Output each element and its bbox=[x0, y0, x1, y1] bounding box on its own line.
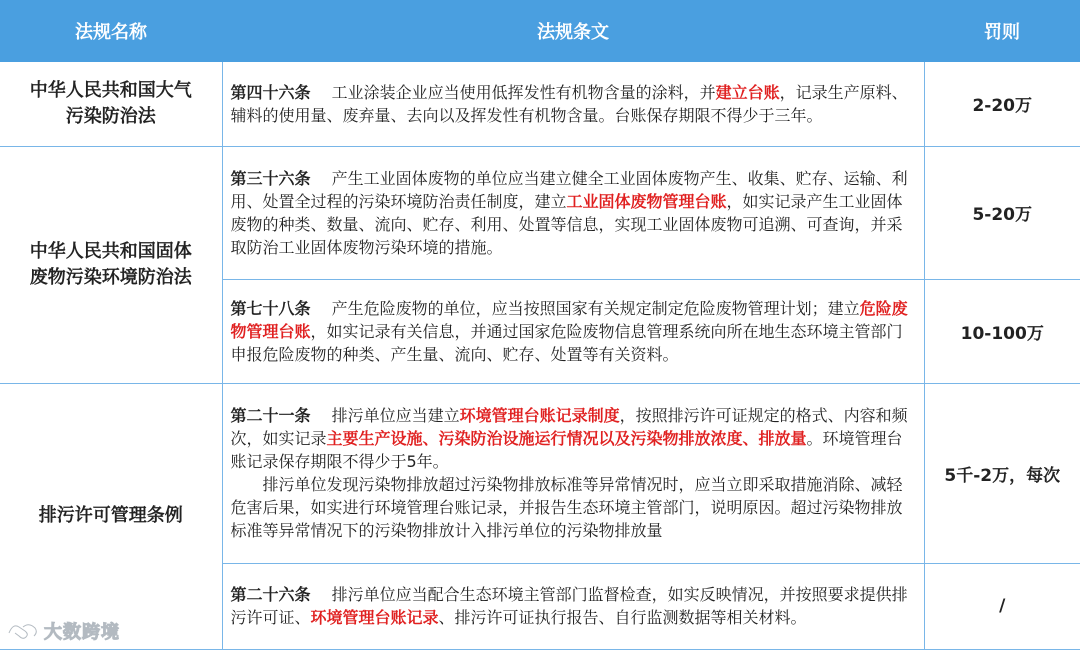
article-highlight: 危险废物管理台账 bbox=[230, 298, 908, 341]
header-penalty: 罚则 bbox=[924, 0, 1080, 62]
article-cell bbox=[222, 383, 924, 563]
law-name-line: 排污许可管理条例 bbox=[38, 505, 183, 526]
article-number: 第二十六条 bbox=[230, 585, 311, 604]
article-highlight: 主要生产设施、污染防治设施运行情况以及污染物排放浓度、排放量 bbox=[326, 429, 807, 448]
table-row bbox=[0, 62, 1080, 146]
watermark bbox=[6, 614, 120, 648]
law-name-line: 中华人民共和国固体 bbox=[29, 240, 192, 262]
article-number: 第二十一条 bbox=[230, 406, 311, 425]
article-number: 第三十六条 bbox=[230, 168, 311, 188]
law-name-solid-waste bbox=[0, 146, 222, 383]
penalty-value: 2-20万 bbox=[924, 62, 1080, 146]
table-row bbox=[0, 146, 1080, 279]
law-name-air bbox=[0, 62, 222, 146]
article-text: 排污单位应当配合生态环境主管部门监督检查，如实反映情况，并按照要求提供排污许可证、 bbox=[230, 585, 908, 627]
table-row bbox=[0, 383, 1080, 563]
article-cell bbox=[222, 563, 924, 649]
article-number: 第七十八条 bbox=[230, 298, 311, 318]
article-text: 。环境管理台账记录保存期限不得少于5年。 bbox=[230, 429, 903, 471]
law-name-line: 废物污染环境防治法 bbox=[29, 266, 192, 288]
watermark-text: 大数跨境 bbox=[44, 622, 120, 643]
penalty-value: 5-20万 bbox=[924, 146, 1080, 279]
article-text: ，如实记录有关信息，并通过国家危险废物信息管理系统向所在地生态环境主管部门申报危险废物的种类、产生量、流向、贮存、处置等有关资料。 bbox=[230, 321, 903, 364]
article-highlight: 环境管理台账记录 bbox=[310, 608, 439, 627]
header-law-article: 法规条文 bbox=[222, 0, 924, 62]
law-name-line: 污染防治法 bbox=[65, 105, 156, 127]
article-text: 、排污许可证执行报告、自行监测数据等相关材料。 bbox=[438, 608, 807, 627]
table-header-row bbox=[0, 0, 1080, 62]
penalty-value: / bbox=[924, 563, 1080, 649]
article-text: 工业涂装企业应当使用低挥发性有机物含量的涂料，并 bbox=[331, 82, 716, 102]
law-name-discharge-permit bbox=[0, 383, 222, 649]
article-number: 第四十六条 bbox=[230, 82, 311, 102]
article-cell bbox=[222, 146, 924, 279]
penalty-value: 5千-2万，每次 bbox=[924, 383, 1080, 563]
penalty-value: 10-100万 bbox=[924, 279, 1080, 383]
article-text: 排污单位应当建立 bbox=[331, 406, 460, 425]
article-highlight: 环境管理台账记录制度 bbox=[459, 406, 620, 425]
article-cell bbox=[222, 62, 924, 146]
article-text: 产生危险废物的单位，应当按照国家有关规定制定危险废物管理计划；建立 bbox=[331, 298, 860, 318]
article-text: ，按照排污许可证规定的格式、内容和频次，如实记录 bbox=[230, 406, 908, 448]
article-text: ，记录生产原料、辅料的使用量、废弃量、去向以及挥发性有机物含量。台账保存期限不得少于三年。 bbox=[230, 82, 908, 125]
article-text: 产生工业固体废物的单位应当建立健全工业固体废物产生、收集、贮存、运输、利用、处置全过程的污染环境防治责任制度，建立 bbox=[230, 168, 908, 211]
article-highlight: 工业固体废物管理台账 bbox=[566, 191, 727, 211]
article-text: ，如实记录产生工业固体废物的种类、数量、流向、贮存、利用、处置等信息，实现工业固体废物可追溯、可查询，并采取防治工业固体废物污染环境的措施。 bbox=[230, 191, 903, 257]
article-paragraph bbox=[231, 473, 916, 542]
article-cell bbox=[222, 279, 924, 383]
handshake-icon bbox=[6, 618, 40, 644]
article-highlight: 建立台账 bbox=[715, 82, 780, 102]
law-name-line: 中华人民共和国大气 bbox=[29, 79, 192, 101]
article-text: 排污单位发现污染物排放超过污染物排放标准等异常情况时，应当立即采取措施消除、减轻危害后果，如实进行环境管理台账记录，并报告生态环境主管部门，说明原因。超过污染物排放标准等异常情况下的污染物排放计入排污单位的污染物排放量 bbox=[230, 475, 903, 540]
header-law-name: 法规名称 bbox=[0, 0, 222, 62]
